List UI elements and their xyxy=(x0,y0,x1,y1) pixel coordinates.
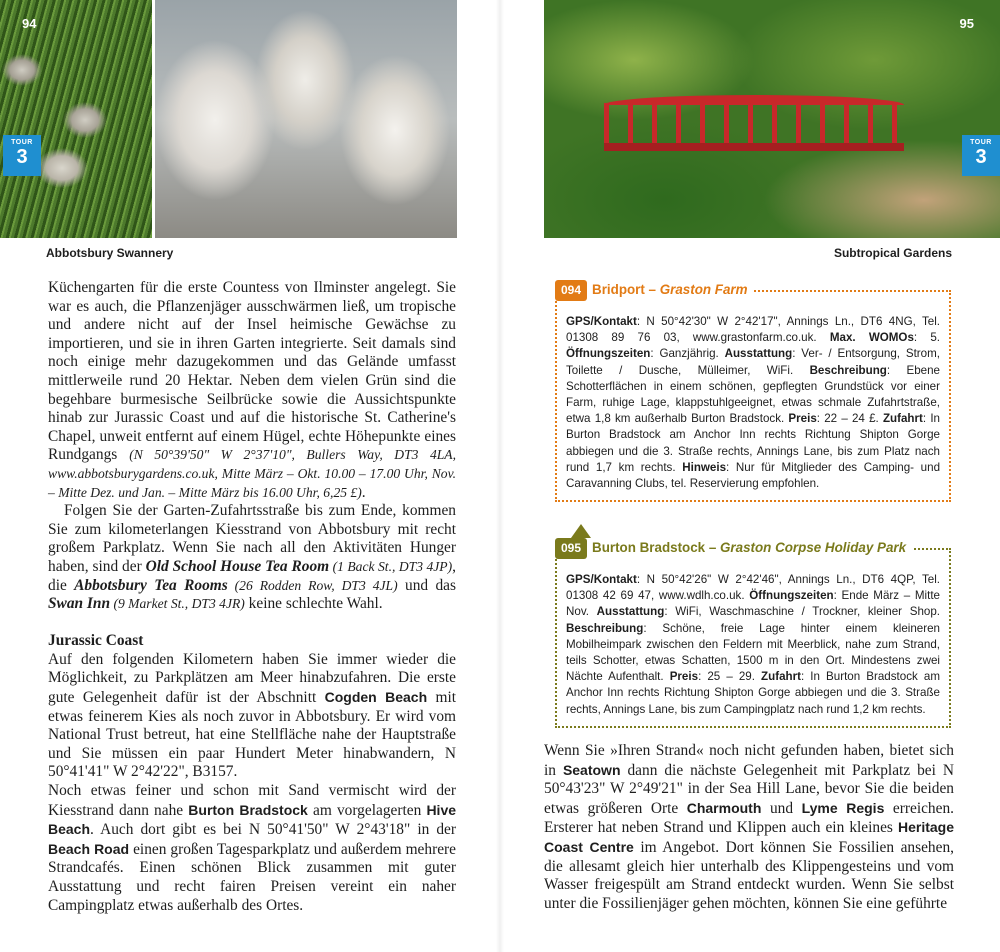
paragraph-burton xyxy=(48,782,456,915)
paragraph-food xyxy=(48,502,456,614)
place-highlight: Charmouth xyxy=(686,799,762,816)
left-body-text xyxy=(48,279,456,915)
page-number-left: 94 xyxy=(22,16,37,31)
swans-photo xyxy=(155,0,457,238)
text-run: im Angebot. Dort können Sie Fossilien ansehen, die allesamt gleich hier unterhalb des Klippengesteins und vom Wasser freigespült am Strand entdeckt wurden. Wenn Sie selbst unter die Fossilienjäger gehen möchten, können Sie eine geführte xyxy=(544,838,954,912)
field-value: : 5. xyxy=(913,331,940,345)
field-label: Ausstattung xyxy=(724,347,793,361)
tour-tab-label: TOUR xyxy=(11,139,33,146)
field-value: : 25 – 29. xyxy=(698,670,762,684)
venue-name: Abbotsbury Tea Rooms xyxy=(74,576,228,594)
field-label: Preis xyxy=(669,670,699,684)
tent-icon xyxy=(571,524,591,538)
campsite-place: Bridport – xyxy=(592,282,660,298)
campsite-place: Burton Bradstock – xyxy=(592,540,721,556)
field-value: : Nur für Mitglieder des Camping- und Caravanning Clubs, tel. Reservierung empfohlen. xyxy=(566,460,941,491)
place-highlight: Lyme Regis xyxy=(801,799,885,816)
field-label: Beschreibung xyxy=(809,363,887,377)
page-number-right: 95 xyxy=(959,16,974,31)
paragraph-seatown xyxy=(544,742,954,913)
place-highlight: Burton Bradstock xyxy=(188,801,308,818)
text-run: , die xyxy=(48,557,456,594)
campsite-site-name: Graston Farm xyxy=(659,282,748,298)
venue-address: (9 Market St., DT3 4JR) xyxy=(110,596,245,612)
text-run: dann die nächste Gelegenheit mit Parkplatz bei N 50°43'23" W 2°49'21" in der Sea Hill Lane, bevor Sie die beiden etwas größeren Orte xyxy=(544,761,954,817)
field-label: Öffnungszeiten xyxy=(749,589,834,603)
text-run: keine schlechte Wahl. xyxy=(244,595,383,613)
field-label: Preis xyxy=(788,412,817,426)
field-label: GPS/Kontakt xyxy=(566,573,637,586)
field-value: : In Burton Bradstock am Anchor Inn rechts Richtung Shipton Gorge abbiegen und die 3. Straße rechts, Annings Lane, bis zum Platz nach rund 1,7 km rechts. xyxy=(566,412,940,474)
place-highlight: Hive Beach xyxy=(48,801,457,838)
field-value: : Ganzjährig. xyxy=(650,347,725,361)
campsite-header xyxy=(555,280,754,301)
tour-tab-number: 3 xyxy=(16,146,28,168)
photo-caption-left: Abbotsbury Swannery xyxy=(46,246,174,260)
right-body-text xyxy=(544,742,954,913)
bridge-deck xyxy=(604,143,904,151)
tour-tab-label: TOUR xyxy=(970,139,992,146)
photo-caption-right: Subtropical Gardens xyxy=(833,246,952,260)
text-run: . Auch dort gibt es bei N 50°41'50" W 2°43'18" in der xyxy=(90,821,456,839)
tour-tab-right xyxy=(962,135,1000,176)
bridge-posts xyxy=(604,103,904,145)
field-label: Hinweis xyxy=(682,460,727,474)
garden-photo xyxy=(544,0,1000,238)
campsite-number-badge: 094 xyxy=(555,280,587,301)
field-label: Max. WOMOs xyxy=(829,331,914,345)
gardens-info: (N 50°39'50" W 2°37'10", Bullers Way, DT3 4LA, www.abbotsburygardens.co.uk, Mitte März – Okt. 10.00 – 17.00 Uhr, Nov. – Mitte Dez. und Jan. – Mitte März bis 16.00 Uhr, 6,25 £) xyxy=(48,447,456,500)
field-label: Ausstattung xyxy=(596,605,665,619)
field-label: Zufahrt xyxy=(882,412,923,426)
field-value: : Ende März – Mitte Nov. xyxy=(566,589,940,619)
field-value: : 22 – 24 £. xyxy=(816,412,883,426)
place-highlight: Heritage Coast Centre xyxy=(544,819,954,855)
tour-tab-left xyxy=(3,135,41,176)
red-bridge-shape xyxy=(604,95,904,165)
paragraph-spacer xyxy=(48,614,456,633)
venue-address: (1 Back St., DT3 4JP) xyxy=(329,558,453,574)
tour-tab-number: 3 xyxy=(975,146,987,168)
place-highlight: Cogden Beach xyxy=(324,689,428,706)
paragraph-cogden xyxy=(48,651,456,782)
venue-name: Swan Inn xyxy=(48,595,111,613)
text-run: und das xyxy=(397,576,456,594)
field-label: Beschreibung xyxy=(566,621,644,635)
campsite-details xyxy=(566,573,940,716)
text-run: Folgen Sie der Garten-Zufahrtsstraße bis zum Ende, kommen Sie zum kilometerlangen Kiesstrand von Abbotsbury mit recht großem Parkplatz. Wenn Sie nach all den Aktivitäten Hunger haben, sind der xyxy=(48,502,456,575)
field-label: GPS/Kontakt xyxy=(566,315,637,328)
text-run: Auf den folgenden Kilometern haben Sie immer wieder die Möglichkeit, zu Parkplätzen am Meer hinabzufahren. Die erste gute Gelegenheit dafür ist der Abschnitt xyxy=(48,650,456,707)
right-page xyxy=(500,0,1000,952)
campsite-box-095 xyxy=(555,540,951,728)
campsite-title xyxy=(592,282,748,298)
text-run: Küchengarten für die erste Countess von Ilminster angelegt. Sie war es auch, die Pflanzenjäger ausschwärmen ließ, um tropische und andere nicht auf der Insel heimische Gewächse zu importieren, und sie in ihren Garten integrierte. Seit damals sind noch einige mehr dazugekommen und das Gelände umfasst mittlerweile rund 20 Hektar. Neben dem vielen Grün sind die begehbare burmesische Seilbrücke sowie die Aussichtspunkte hinab zur Jurassic Coast und auf die historische St. Catherine's Chapel, unweit entfernt auf einem Hügel, echte Höhepunkte eines Rundgangs xyxy=(48,279,456,464)
field-value: : WiFi, Waschmaschine / Trockner, kleiner Shop. xyxy=(664,605,941,619)
place-highlight: Beach Road xyxy=(48,840,130,857)
text-run: am vorgelagerten xyxy=(307,801,427,819)
place-highlight: Seatown xyxy=(562,761,621,778)
field-value: : N 50°42'26" W 2°42'46", Annings Ln., DT6 4QP, Tel. 01308 42 69 47, www.wdlh.co.uk. xyxy=(566,573,940,603)
field-value: : Schöne, freie Lage hinter einem kleineren Mobilheimpark zwischen den Feldern mit Meerblick, nahe zum Strand, teils Schotter, etwas Schatten, 1500 m in den Ort. Mindestens zwei Nächte Aufenthalt. xyxy=(566,621,940,684)
text-run: einen großen Tagesparkplatz und außerdem mehrere Strandcafés. Einen schönen Blick zusammen mit guter Ausstattung und recht fairen Preisen vereint ein naher Campingplatz etwas außerhalb des Ortes. xyxy=(48,840,456,914)
text-run: Noch etwas feiner und schon mit Sand vermischt wird der Kiesstrand dann nahe xyxy=(48,782,456,819)
field-value: : Ebene Schotterflächen in einem schönen, gepflegten Grundstück vor einer Farm, ruhige Lage, klappstuhlgeeignet, etwas schmale Zufahrtstraße, etwa 1,8 km außerhalb Burton Bradstock. xyxy=(566,363,940,426)
cygnets-photo xyxy=(0,0,152,238)
campsite-number-badge: 095 xyxy=(555,538,587,559)
text-run: und xyxy=(761,799,802,817)
field-value: : In Burton Bradstock am Anchor Inn rechts Richtung Shipton Gorge abbiegen und die 3. Straße rechts, Annings Lane, bis zum Campingplatz nach rund 1,2 km rechts. xyxy=(566,670,940,716)
field-label: Zufahrt xyxy=(761,670,801,684)
venue-address: (26 Rodden Row, DT3 4JL) xyxy=(227,577,398,593)
campsite-box-094 xyxy=(555,282,951,502)
text-run: erreichen. Ersterer hat neben Strand und Klippen auch ein kleines xyxy=(544,799,954,837)
venue-name: Old School House Tea Room xyxy=(145,557,330,575)
subheading-jurassic-coast: Jurassic Coast xyxy=(48,632,144,650)
campsite-title xyxy=(592,540,906,556)
field-value: : N 50°42'30" W 2°42'17", Annings Ln., DT6 4NG, Tel. 01308 89 76 03, www.grastonfarm.co.uk. xyxy=(566,315,940,345)
text-run: Wenn Sie »Ihren Strand« noch nicht gefunden haben, bietet sich in xyxy=(544,742,954,779)
campsite-header xyxy=(555,538,912,559)
text-run: . xyxy=(361,483,366,501)
campsite-details xyxy=(566,315,940,490)
field-value: : Ver- / Entsorgung, Strom, Toilette / Dusche, Mülleimer, WiFi. xyxy=(566,347,940,377)
text-run: mit etwas feinerem Kies als noch zuvor in Abbotsbury. Er wird vom National Trust betreut, hat eine Stellfläche nahe der Hauptstraße und Sie müssen ein paar Hundert Meter hinabwandern, N 50°41'41" W 2°42'22", B3157. xyxy=(48,689,456,781)
campsite-site-name: Graston Corpse Holiday Park xyxy=(720,540,907,556)
field-label: Öffnungszeiten xyxy=(566,347,651,361)
paragraph-gardens xyxy=(48,279,456,502)
